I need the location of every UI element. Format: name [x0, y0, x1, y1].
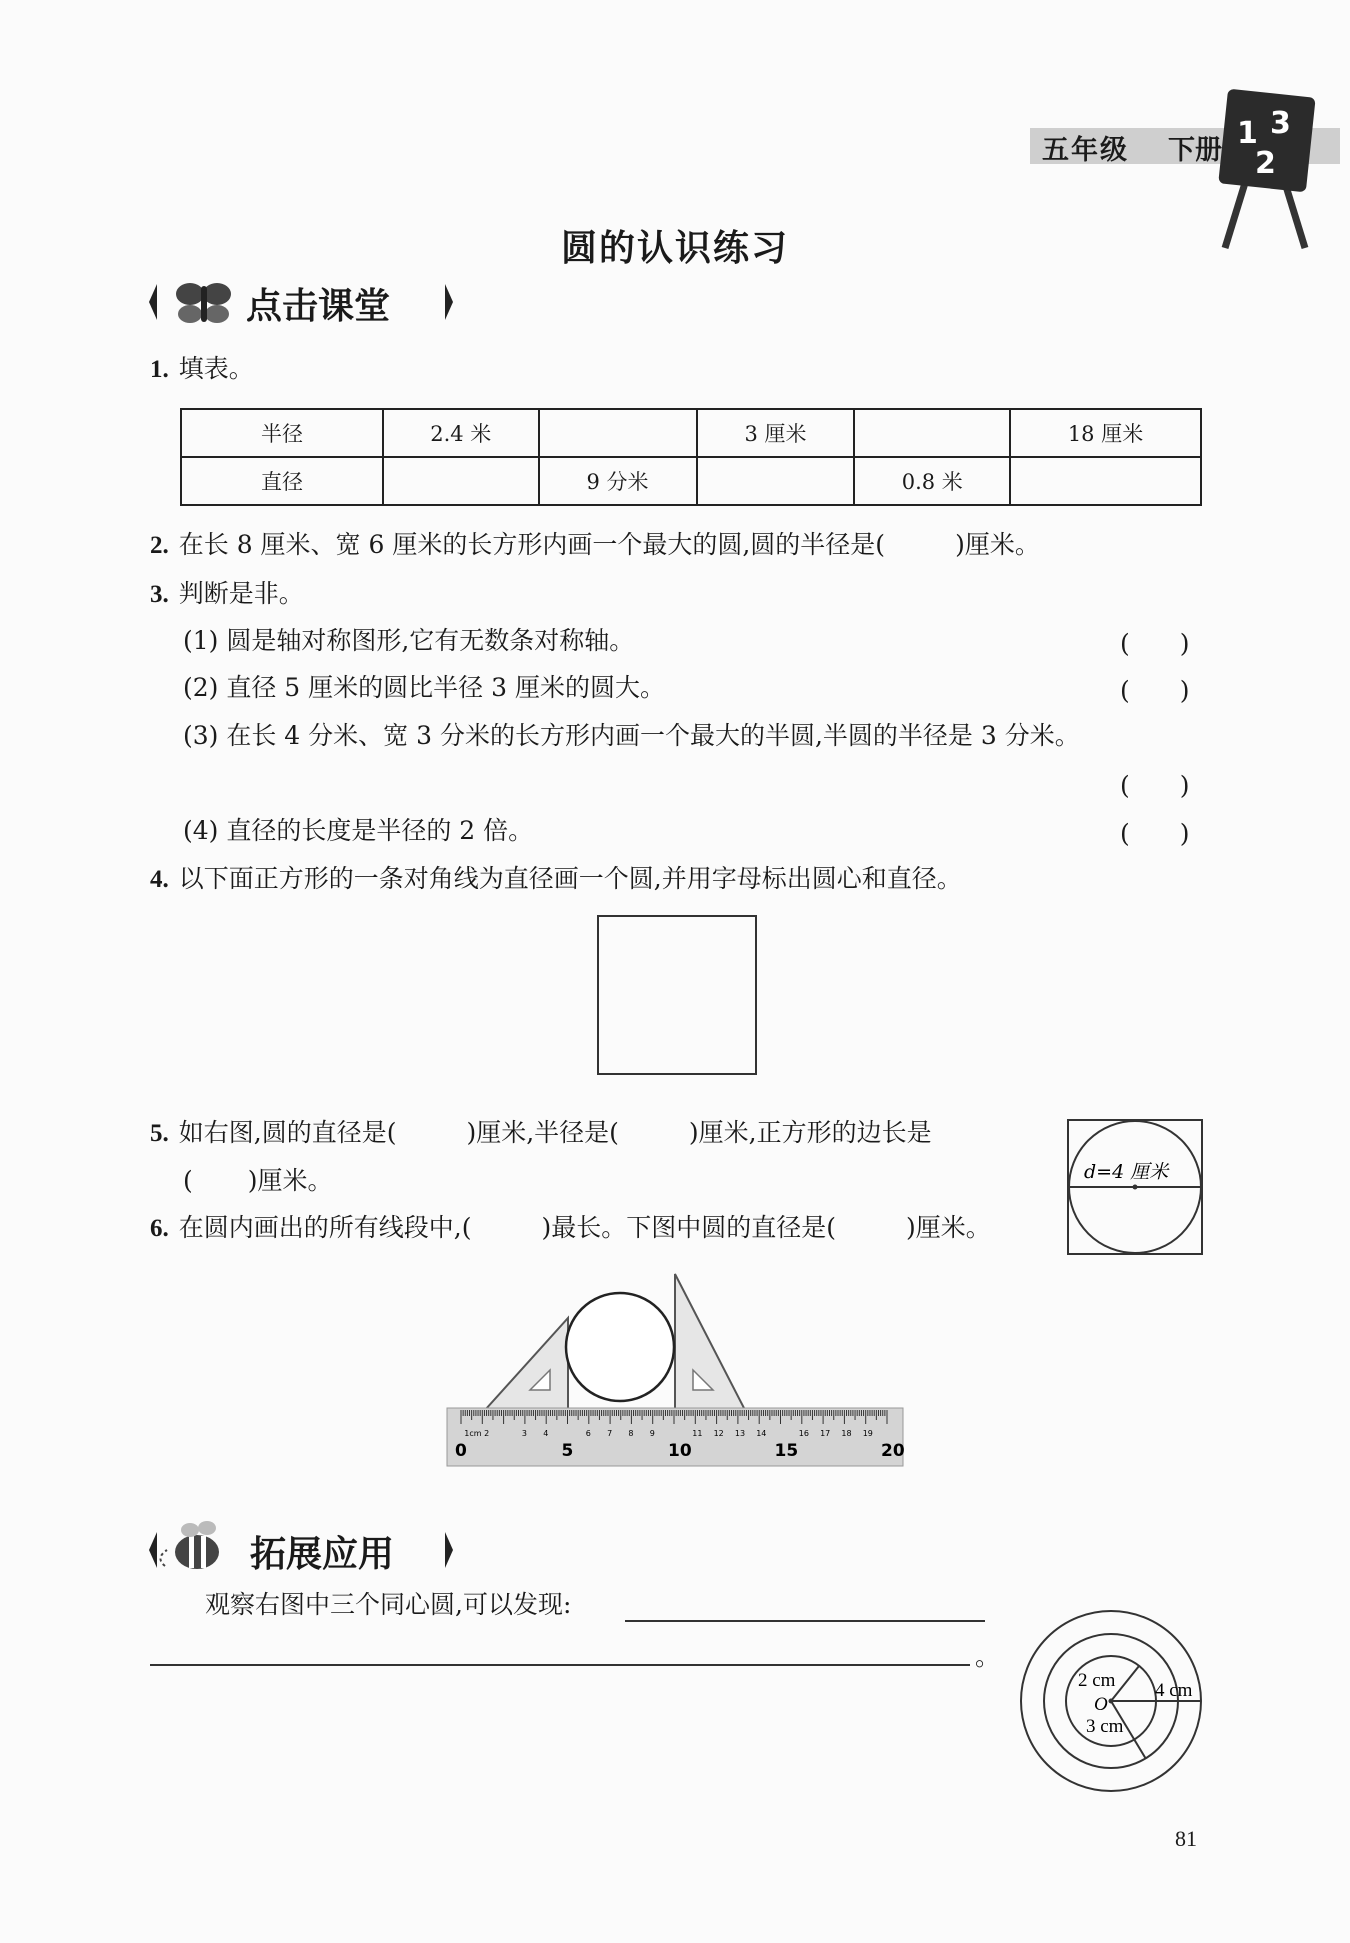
ruler-minor-label: 16	[798, 1429, 809, 1438]
label-4cm: 4 cm	[1155, 1680, 1193, 1701]
label-3cm: 3 cm	[1086, 1716, 1124, 1737]
ruler-minor-label: 14	[756, 1429, 767, 1438]
q5-line2	[183, 1164, 333, 1198]
table-cell[interactable]	[539, 409, 697, 457]
q5-line1	[150, 1116, 932, 1151]
q3-item-1: (1) 圆是轴对称图形,它有无数条对称轴。	[183, 626, 635, 655]
q6	[150, 1211, 991, 1246]
ruler-ticks	[461, 1410, 887, 1424]
q2-number: 2.	[150, 532, 169, 559]
table-cell[interactable]: 0.8 米	[854, 457, 1010, 505]
ext-answer-line-1[interactable]	[625, 1620, 985, 1622]
ruler-major-label: 10	[668, 1441, 692, 1461]
table-cell[interactable]: 9 分米	[539, 457, 697, 505]
q1-number: 1.	[150, 356, 169, 383]
ruler-major-label: 20	[881, 1441, 905, 1461]
table-cell[interactable]: 18 厘米	[1010, 409, 1201, 457]
table-row-diameter	[181, 457, 1201, 505]
q5-figure-label: d=4 厘米	[1084, 1161, 1169, 1183]
section-click-class-label: 点击课堂	[246, 286, 391, 327]
q5-text-b: )厘米,半径是(	[466, 1118, 619, 1147]
ruler-minor-label: 12	[713, 1429, 724, 1438]
badge-digit-2: 2	[1255, 146, 1276, 181]
ruler-minor-label: 1cm 2	[464, 1429, 490, 1438]
grade-label: 五年级	[1042, 135, 1129, 166]
q1-text: 填表。	[178, 354, 254, 383]
ruler-minor-label: 13	[734, 1429, 746, 1438]
q6-text-b: )最长。下图中圆的直径是(	[541, 1213, 836, 1242]
q2-text-b: )厘米。	[955, 530, 1040, 559]
ruler-major-label: 5	[561, 1441, 574, 1461]
q2-text-a: 在长 8 厘米、宽 6 厘米的长方形内画一个最大的圆,圆的半径是(	[178, 530, 886, 559]
table-cell[interactable]	[1010, 457, 1201, 505]
q3	[150, 577, 304, 612]
page-number: 81	[1175, 1826, 1197, 1851]
ruler-triangles-figure	[445, 1270, 905, 1470]
table-cell[interactable]	[383, 457, 539, 505]
q3-answer-1[interactable]: ( )	[1120, 629, 1190, 658]
q3-item-2: (2) 直径 5 厘米的圆比半径 3 厘米的圆大。	[183, 673, 665, 702]
bee-icon	[160, 1521, 219, 1569]
measured-circle	[566, 1293, 674, 1401]
row-head-radius: 半径	[181, 409, 383, 457]
table-cell[interactable]: 2.4 米	[383, 409, 539, 457]
q3-item-3: (3) 在长 4 分米、宽 3 分米的长方形内画一个最大的半圆,半圆的半径是 3 分米。	[183, 721, 1080, 750]
page-title: 圆的认识练习	[560, 228, 789, 269]
ruler-minor-label: 19	[862, 1429, 873, 1438]
ruler-minor-label: 11	[692, 1429, 703, 1438]
q3-text: 判断是非。	[178, 579, 304, 608]
label-2cm: 2 cm	[1078, 1670, 1116, 1691]
q3-answer-4[interactable]: ( )	[1120, 819, 1190, 848]
ruler-minor-label: 8	[628, 1429, 634, 1438]
q4-text: 以下面正方形的一条对角线为直径画一个圆,并用字母标出圆心和直径。	[178, 864, 962, 893]
ruler-minor-label: 3	[521, 1429, 527, 1438]
q4-number: 4.	[150, 866, 169, 893]
concentric-circles-figure	[1016, 1606, 1206, 1796]
ruler-minor-label: 7	[607, 1429, 613, 1438]
q4	[150, 862, 962, 897]
ext-end-mark: 。	[975, 1642, 1001, 1671]
table-cell[interactable]	[697, 457, 855, 505]
volume-label: 下册	[1168, 135, 1222, 166]
q2	[150, 528, 1040, 563]
table-row-radius	[181, 409, 1201, 457]
q1	[150, 352, 254, 387]
q5-text-c: )厘米,正方形的边长是	[688, 1118, 932, 1147]
q3-answer-3[interactable]: ( )	[1120, 771, 1190, 800]
q3-answer-2[interactable]: ( )	[1120, 676, 1190, 705]
ruler-minor-label: 18	[841, 1429, 852, 1438]
ruler-minor-label: 6	[585, 1429, 591, 1438]
butterfly-icon	[176, 283, 231, 323]
q1-table	[180, 408, 1202, 506]
left-set-square	[485, 1318, 568, 1410]
table-cell[interactable]	[854, 409, 1010, 457]
section-extension-label: 拓展应用	[250, 1534, 395, 1575]
ruler-minor-label: 9	[649, 1429, 655, 1438]
q4-square-drawing-area[interactable]	[597, 915, 757, 1075]
badge-digit-3: 3	[1270, 106, 1291, 141]
q6-text-a: 在圆内画出的所有线段中,(	[178, 1213, 472, 1242]
table-cell[interactable]: 3 厘米	[697, 409, 855, 457]
ext-question-text: 观察右图中三个同心圆,可以发现:	[205, 1590, 572, 1619]
label-center-o: O	[1094, 1694, 1108, 1715]
q5-circle-in-square-figure	[1066, 1118, 1206, 1258]
ruler-major-label: 15	[774, 1441, 799, 1461]
q6-text-c: )厘米。	[905, 1213, 991, 1242]
ext-answer-line-2[interactable]	[150, 1664, 970, 1666]
q6-number: 6.	[150, 1215, 169, 1242]
q5-text-e: )厘米。	[247, 1166, 333, 1195]
ruler-minor-label: 17	[820, 1429, 831, 1438]
q5-number: 5.	[150, 1120, 169, 1147]
ruler-minor-label: 4	[543, 1429, 549, 1438]
q5-text-a: 如右图,圆的直径是(	[178, 1118, 397, 1147]
row-head-diameter: 直径	[181, 457, 383, 505]
q3-item-4: (4) 直径的长度是半径的 2 倍。	[183, 816, 534, 845]
q5-text-d: (	[183, 1166, 193, 1195]
ruler-major-label: 0	[455, 1441, 467, 1461]
q3-number: 3.	[150, 581, 169, 608]
badge-digit-1: 1	[1237, 116, 1258, 151]
